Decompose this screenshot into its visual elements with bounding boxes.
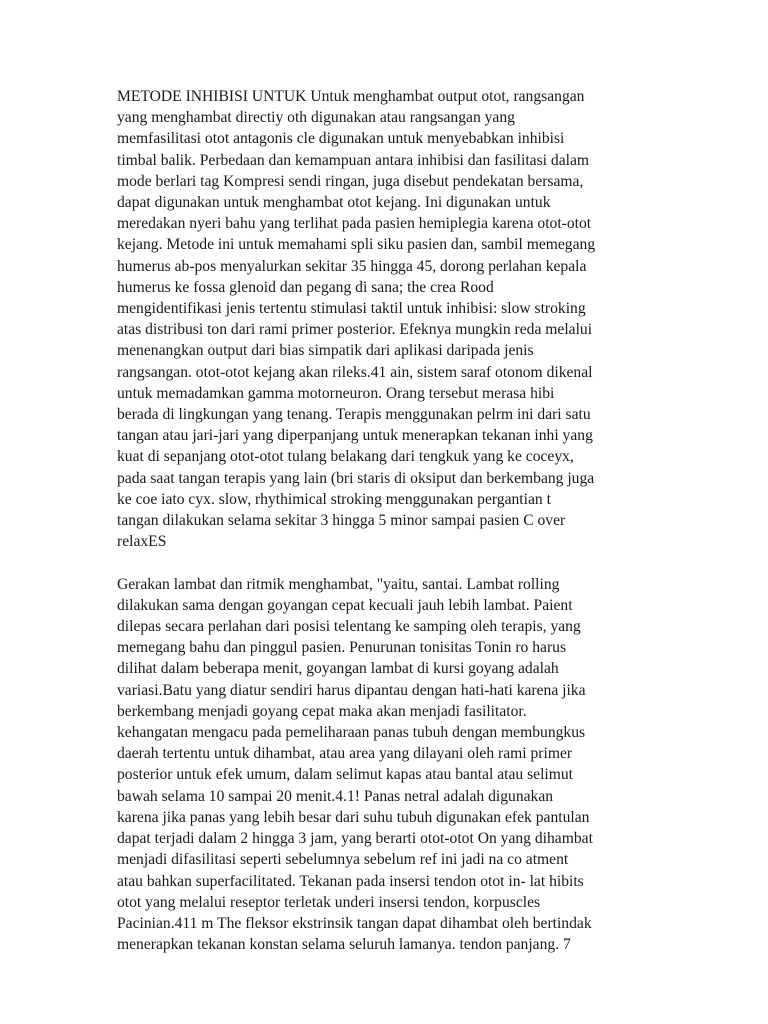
text-line: daerah tertentu untuk dihambat, atau area yang dilayani oleh rami primer — [117, 745, 573, 763]
text-line: menjadi difasilitasi seperti sebelumnya sebelum ref ini jadi na co atment — [117, 851, 569, 869]
text-line: meredakan nyeri bahu yang terlihat pada pasien hemiplegia karena otot-otot — [117, 215, 592, 233]
text-line: dapat terjadi dalam 2 hingga 3 jam, yang berarti otot-otot On yang dihambat — [117, 830, 593, 848]
text-line: mode berlari tag Kompresi sendi ringan, juga disebut pendekatan bersama, — [117, 172, 584, 190]
text-line: berada di lingkungan yang tenang. Terapis menggunakan pelrm ini dari satu — [117, 406, 591, 424]
text-line: tangan atau jari-jari yang diperpanjang untuk menerapkan tekanan inhi yang — [117, 427, 593, 445]
text-line: humerus ab-pos menyalurkan sekitar 35 hingga 45, dorong perlahan kepala — [117, 257, 587, 275]
text-line: kejang. Metode ini untuk memahami spli siku pasien dan, sambil memegang — [117, 236, 596, 254]
text-line: Pacinian.411 m The fleksor ekstrinsik tangan dapat dihambat oleh bertindak — [117, 914, 592, 932]
text-line: pada saat tangan terapis yang lain (bri staris di oksiput dan berkembang juga — [117, 469, 595, 487]
text-line: variasi.Batu yang diatur sendiri harus dipantau dengan hati-hati karena jika — [117, 681, 586, 699]
paragraph-spacer — [117, 552, 677, 573]
text-line: kehangatan mengacu pada pemeliharaan panas tubuh dengan membungkus — [117, 724, 586, 742]
text-line: kuat di sepanjang otot-otot tulang belakang dari tengkuk yang ke coceyx, — [117, 448, 574, 466]
text-line: humerus ke fossa glenoid dan pegang di sana; the crea Rood — [117, 278, 494, 296]
text-line: dilakukan sama dengan goyangan cepat kecuali jauh lebih lambat. Paient — [117, 596, 573, 614]
text-line: menerapkan tekanan konstan selama seluruh lamanya. tendon panjang. 7 — [117, 936, 571, 954]
paragraph-2 — [117, 574, 677, 956]
paragraph-1 — [117, 86, 677, 552]
text-line: atau bahkan superfacilitated. Tekanan pada insersi tendon otot in- lat hibits — [117, 872, 584, 890]
text-line: berkembang menjadi goyang cepat maka akan menjadi fasilitator. — [117, 702, 527, 720]
text-line: bawah selama 10 sampai 20 menit.4.1! Panas netral adalah digunakan — [117, 787, 554, 805]
text-line: rangsangan. otot-otot kejang akan rileks.41 ain, sistem saraf otonom dikenal — [117, 363, 593, 381]
text-line: relaxES — [117, 533, 167, 551]
text-line: otot yang melalui reseptor terletak underi insersi tendon, korpuscles — [117, 893, 541, 911]
text-line: dilihat dalam beberapa menit, goyangan lambat di kursi goyang adalah — [117, 660, 559, 678]
text-line: dilepas secara perlahan dari posisi telentang ke samping oleh terapis, yang — [117, 618, 581, 636]
text-line: METODE INHIBISI UNTUK Untuk menghambat output otot, rangsangan — [117, 88, 585, 105]
text-line: ke coe iato cyx. slow, rhythimical stroking menggunakan pergantian t — [117, 490, 551, 508]
text-line: dapat digunakan untuk menghambat otot kejang. Ini digunakan untuk — [117, 194, 551, 212]
text-line: karena jika panas yang lebih besar dari suhu tubuh digunakan efek pantulan — [117, 808, 590, 826]
text-line: memfasilitasi otot antagonis cle digunakan untuk menyebabkan inhibisi — [117, 130, 565, 148]
text-line: timbal balik. Perbedaan dan kemampuan antara inhibisi dan fasilitasi dalam — [117, 151, 590, 169]
text-line: yang menghambat directiy oth digunakan atau rangsangan yang — [117, 109, 515, 127]
document-body — [117, 86, 677, 955]
text-line: tangan dilakukan selama sekitar 3 hingga 5 minor sampai pasien C over — [117, 512, 566, 530]
text-line: mengidentifikasi jenis tertentu stimulasi taktil untuk inhibisi: slow stroking — [117, 300, 586, 318]
text-line: atas distribusi ton dari rami primer posterior. Efeknya mungkin reda melalui — [117, 321, 593, 339]
text-line: posterior untuk efek umum, dalam selimut kapas atau bantal atau selimut — [117, 766, 573, 784]
text-line: Gerakan lambat dan ritmik menghambat, "yaitu, santai. Lambat rolling — [117, 575, 560, 593]
text-line: memegang bahu dan pinggul pasien. Penurunan tonisitas Tonin ro harus — [117, 639, 567, 657]
text-line: untuk memadamkan gamma motorneuron. Orang tersebut merasa hibi — [117, 384, 555, 402]
text-line: menenangkan output dari bias simpatik dari aplikasi daripada jenis — [117, 342, 534, 360]
